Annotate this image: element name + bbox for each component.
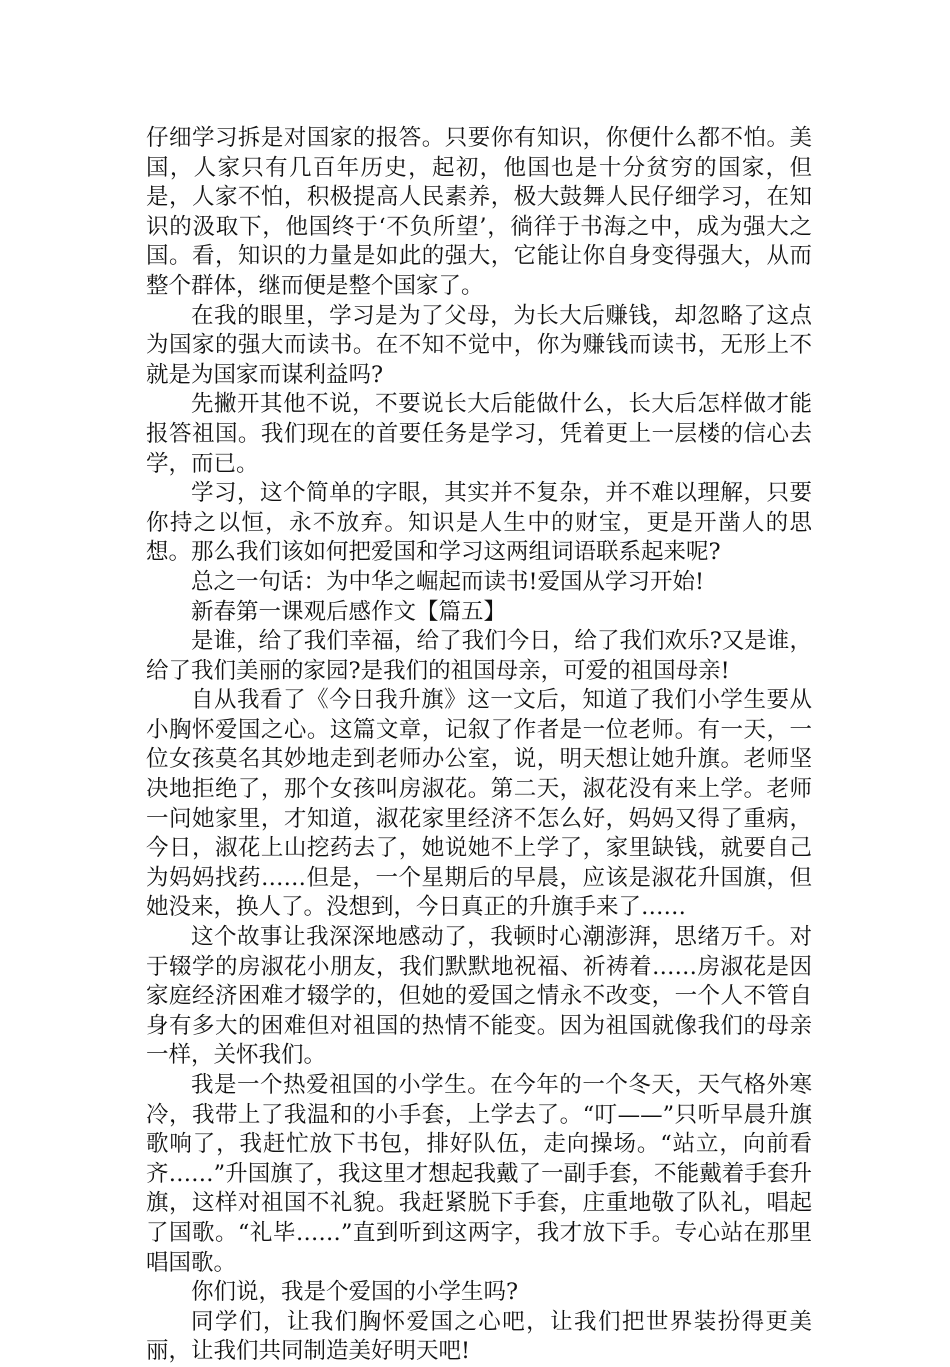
paragraph: 同学们，让我们胸怀爱国之心吧，让我们把世界装扮得更美丽，让我们共同制造美好明天吧! [146, 1308, 812, 1365]
paragraph: 在我的眼里，学习是为了父母，为长大后赚钱，却忽略了这点为国家的强大而读书。在不知不觉中，你为赚钱而读书，无形上不就是为国家而谋利益吗? [146, 302, 812, 388]
paragraph: 总之一句话：为中华之崛起而读书!爱国从学习开始! [191, 568, 705, 595]
paragraph: 仔细学习拆是对国家的报答。只要你有知识，你便什么都不怕。美国，人家只有几百年历史，起初，他国也是十分贫穷的国家，但是，人家不怕，积极提高人民素养，极大鼓舞人民仔细学习，在知识的汲取下，他国终于‘不负所望’，徜徉于书海之中，成为强大之国。看，知识的力量是如此的强大，它能让你自身变得强大，从而整个群体，继而便是整个国家了。 [146, 125, 812, 299]
paragraph: 这个故事让我深深地感动了，我顿时心潮澎湃，思绪万千。对于辍学的房淑花小朋友，我们默默地祝福、祈祷着……房淑花是因家庭经济困难才辍学的，但她的爱国之情永不改变，一个人不管自身有多大的困难但对祖国的热情不能变。因为祖国就像我们的母亲一样，关怀我们。 [146, 924, 812, 1069]
document-body [146, 124, 812, 1367]
paragraph: 是谁，给了我们幸福，给了我们今日，给了我们欢乐?又是谁，给了我们美丽的家园?是我们的祖国母亲，可爱的祖国母亲! [146, 628, 812, 684]
section-heading: 新春第一课观后感作文【篇五】 [191, 598, 507, 625]
paragraph: 你们说，我是个爱国的小学生吗? [191, 1279, 519, 1306]
paragraph: 学习，这个简单的字眼，其实并不复杂，并不难以理解，只要你持之以恒，永不放弃。知识是人生中的财宝，更是开凿人的思想。那么我们该如何把爱国和学习这两组词语联系起来呢? [146, 480, 812, 566]
paragraph: 先撇开其他不说，不要说长大后能做什么，长大后怎样做才能报答祖国。我们现在的首要任务是学习，凭着更上一层楼的信心去学，而已。 [146, 391, 812, 477]
paragraph: 自从我看了《今日我升旗》这一文后，知道了我们小学生要从小胸怀爱国之心。这篇文章，记叙了作者是一位老师。有一天，一位女孩莫名其妙地走到老师办公室，说，明天想让她升旗。老师坚决地拒绝了，那个女孩叫房淑花。第二天，淑花没有来上学。老师一问她家里，才知道，淑花家里经济不怎么好，妈妈又得了重病，今日，淑花上山挖药去了，她说她不上学了，家里缺钱，就要自己为妈妈找药……但是，一个星期后的早晨，应该是淑花升国旗，但她没来，换人了。没想到，今日真正的升旗手来了…… [146, 687, 812, 921]
paragraph: 我是一个热爱祖国的小学生。在今年的一个冬天，天气格外寒冷，我带上了我温和的小手套，上学去了。“叮——”只听早晨升旗歌响了，我赶忙放下书包，排好队伍，走向操场。“站立，向前看齐……”升国旗了，我这里才想起我戴了一副手套，不能戴着手套升旗，这样对祖国不礼貌。我赶紧脱下手套，庄重地敬了队礼，唱起了国歌。“礼毕……”直到听到这两字，我才放下手。专心站在那里唱国歌。 [146, 1072, 812, 1276]
